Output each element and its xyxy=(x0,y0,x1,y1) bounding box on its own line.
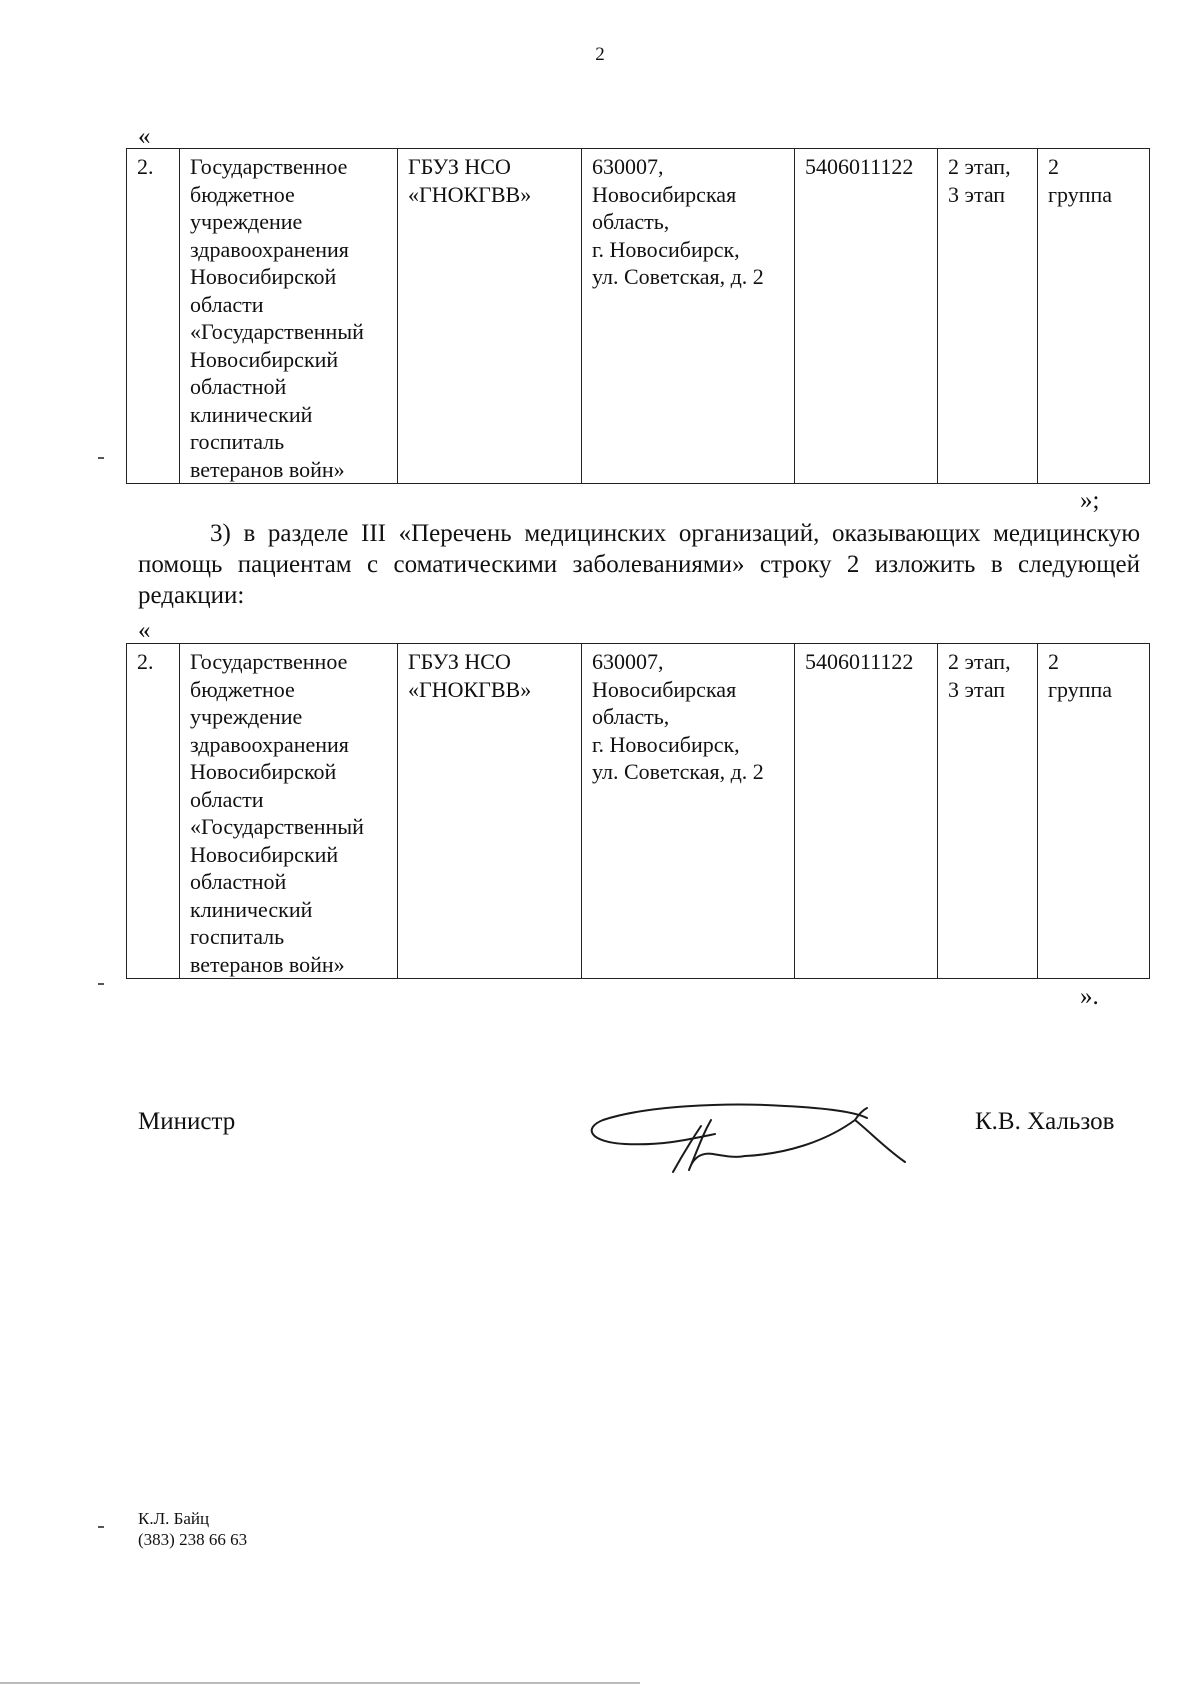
scan-speck xyxy=(98,983,104,985)
full-name-cell xyxy=(180,149,398,484)
row-number: 2. xyxy=(137,649,154,674)
organization-full-name: Государственное бюджетное учреждение здравоохранения Новосибирской области «Государственный Новосибирский областной клинический госпиталь ветеранов войн» xyxy=(190,649,364,977)
closing-quote-1: »; xyxy=(1080,487,1100,514)
care-stages: 2 этап, 3 этап xyxy=(948,154,1011,207)
opening-quote-2: « xyxy=(138,617,151,644)
address-cell xyxy=(582,644,795,979)
full-name-cell xyxy=(180,644,398,979)
executor-contact xyxy=(138,1508,247,1550)
organization-address: 630007, Новосибирская область, г. Новосибирск, ул. Советская, д. 2 xyxy=(592,649,764,784)
row-number-cell xyxy=(127,149,180,484)
organization-group: 2 группа xyxy=(1048,649,1113,702)
executor-phone: (383) 238 66 63 xyxy=(138,1530,248,1549)
address-cell xyxy=(582,149,795,484)
organization-inn: 5406011122 xyxy=(805,154,914,179)
stages-cell xyxy=(938,644,1038,979)
inn-cell xyxy=(795,149,938,484)
handwritten-signature xyxy=(585,1098,945,1182)
signatory-title: Министр xyxy=(138,1108,236,1135)
organization-address: 630007, Новосибирская область, г. Новосибирск, ул. Советская, д. 2 xyxy=(592,154,764,289)
organization-inn: 5406011122 xyxy=(805,649,914,674)
short-name-cell xyxy=(398,644,582,979)
scan-speck xyxy=(98,1526,104,1528)
organization-group: 2 группа xyxy=(1048,154,1113,207)
table-row xyxy=(127,644,1150,979)
organization-short-name: ГБУЗ НСО «ГНОКГВВ» xyxy=(408,154,532,207)
row-number-cell xyxy=(127,644,180,979)
short-name-cell xyxy=(398,149,582,484)
inn-cell xyxy=(795,644,938,979)
row-number: 2. xyxy=(137,154,154,179)
organization-short-name: ГБУЗ НСО «ГНОКГВВ» xyxy=(408,649,532,702)
care-stages: 2 этап, 3 этап xyxy=(948,649,1011,702)
amendment-paragraph: 3) в разделе III «Перечень медицинских организаций, оказывающих медицинскую помощь пациентам с соматическими заболеваниями» строку 2 изложить в следующей редакции: xyxy=(138,520,1140,609)
group-cell xyxy=(1038,149,1150,484)
page-number: 2 xyxy=(595,44,605,65)
executor-name: К.Л. Байц xyxy=(138,1509,210,1528)
group-cell xyxy=(1038,644,1150,979)
scan-speck xyxy=(98,457,104,459)
amendment-table-1 xyxy=(126,148,1150,484)
signatory-name: К.В. Хальзов xyxy=(975,1108,1115,1135)
organization-full-name: Государственное бюджетное учреждение здравоохранения Новосибирской области «Государственный Новосибирский областной клинический госпиталь ветеранов войн» xyxy=(190,154,364,482)
closing-quote-2: ». xyxy=(1080,983,1099,1010)
scan-edge-line xyxy=(0,1682,640,1684)
opening-quote-1: « xyxy=(138,123,151,150)
amendment-table-2 xyxy=(126,643,1150,979)
stages-cell xyxy=(938,149,1038,484)
table-row xyxy=(127,149,1150,484)
